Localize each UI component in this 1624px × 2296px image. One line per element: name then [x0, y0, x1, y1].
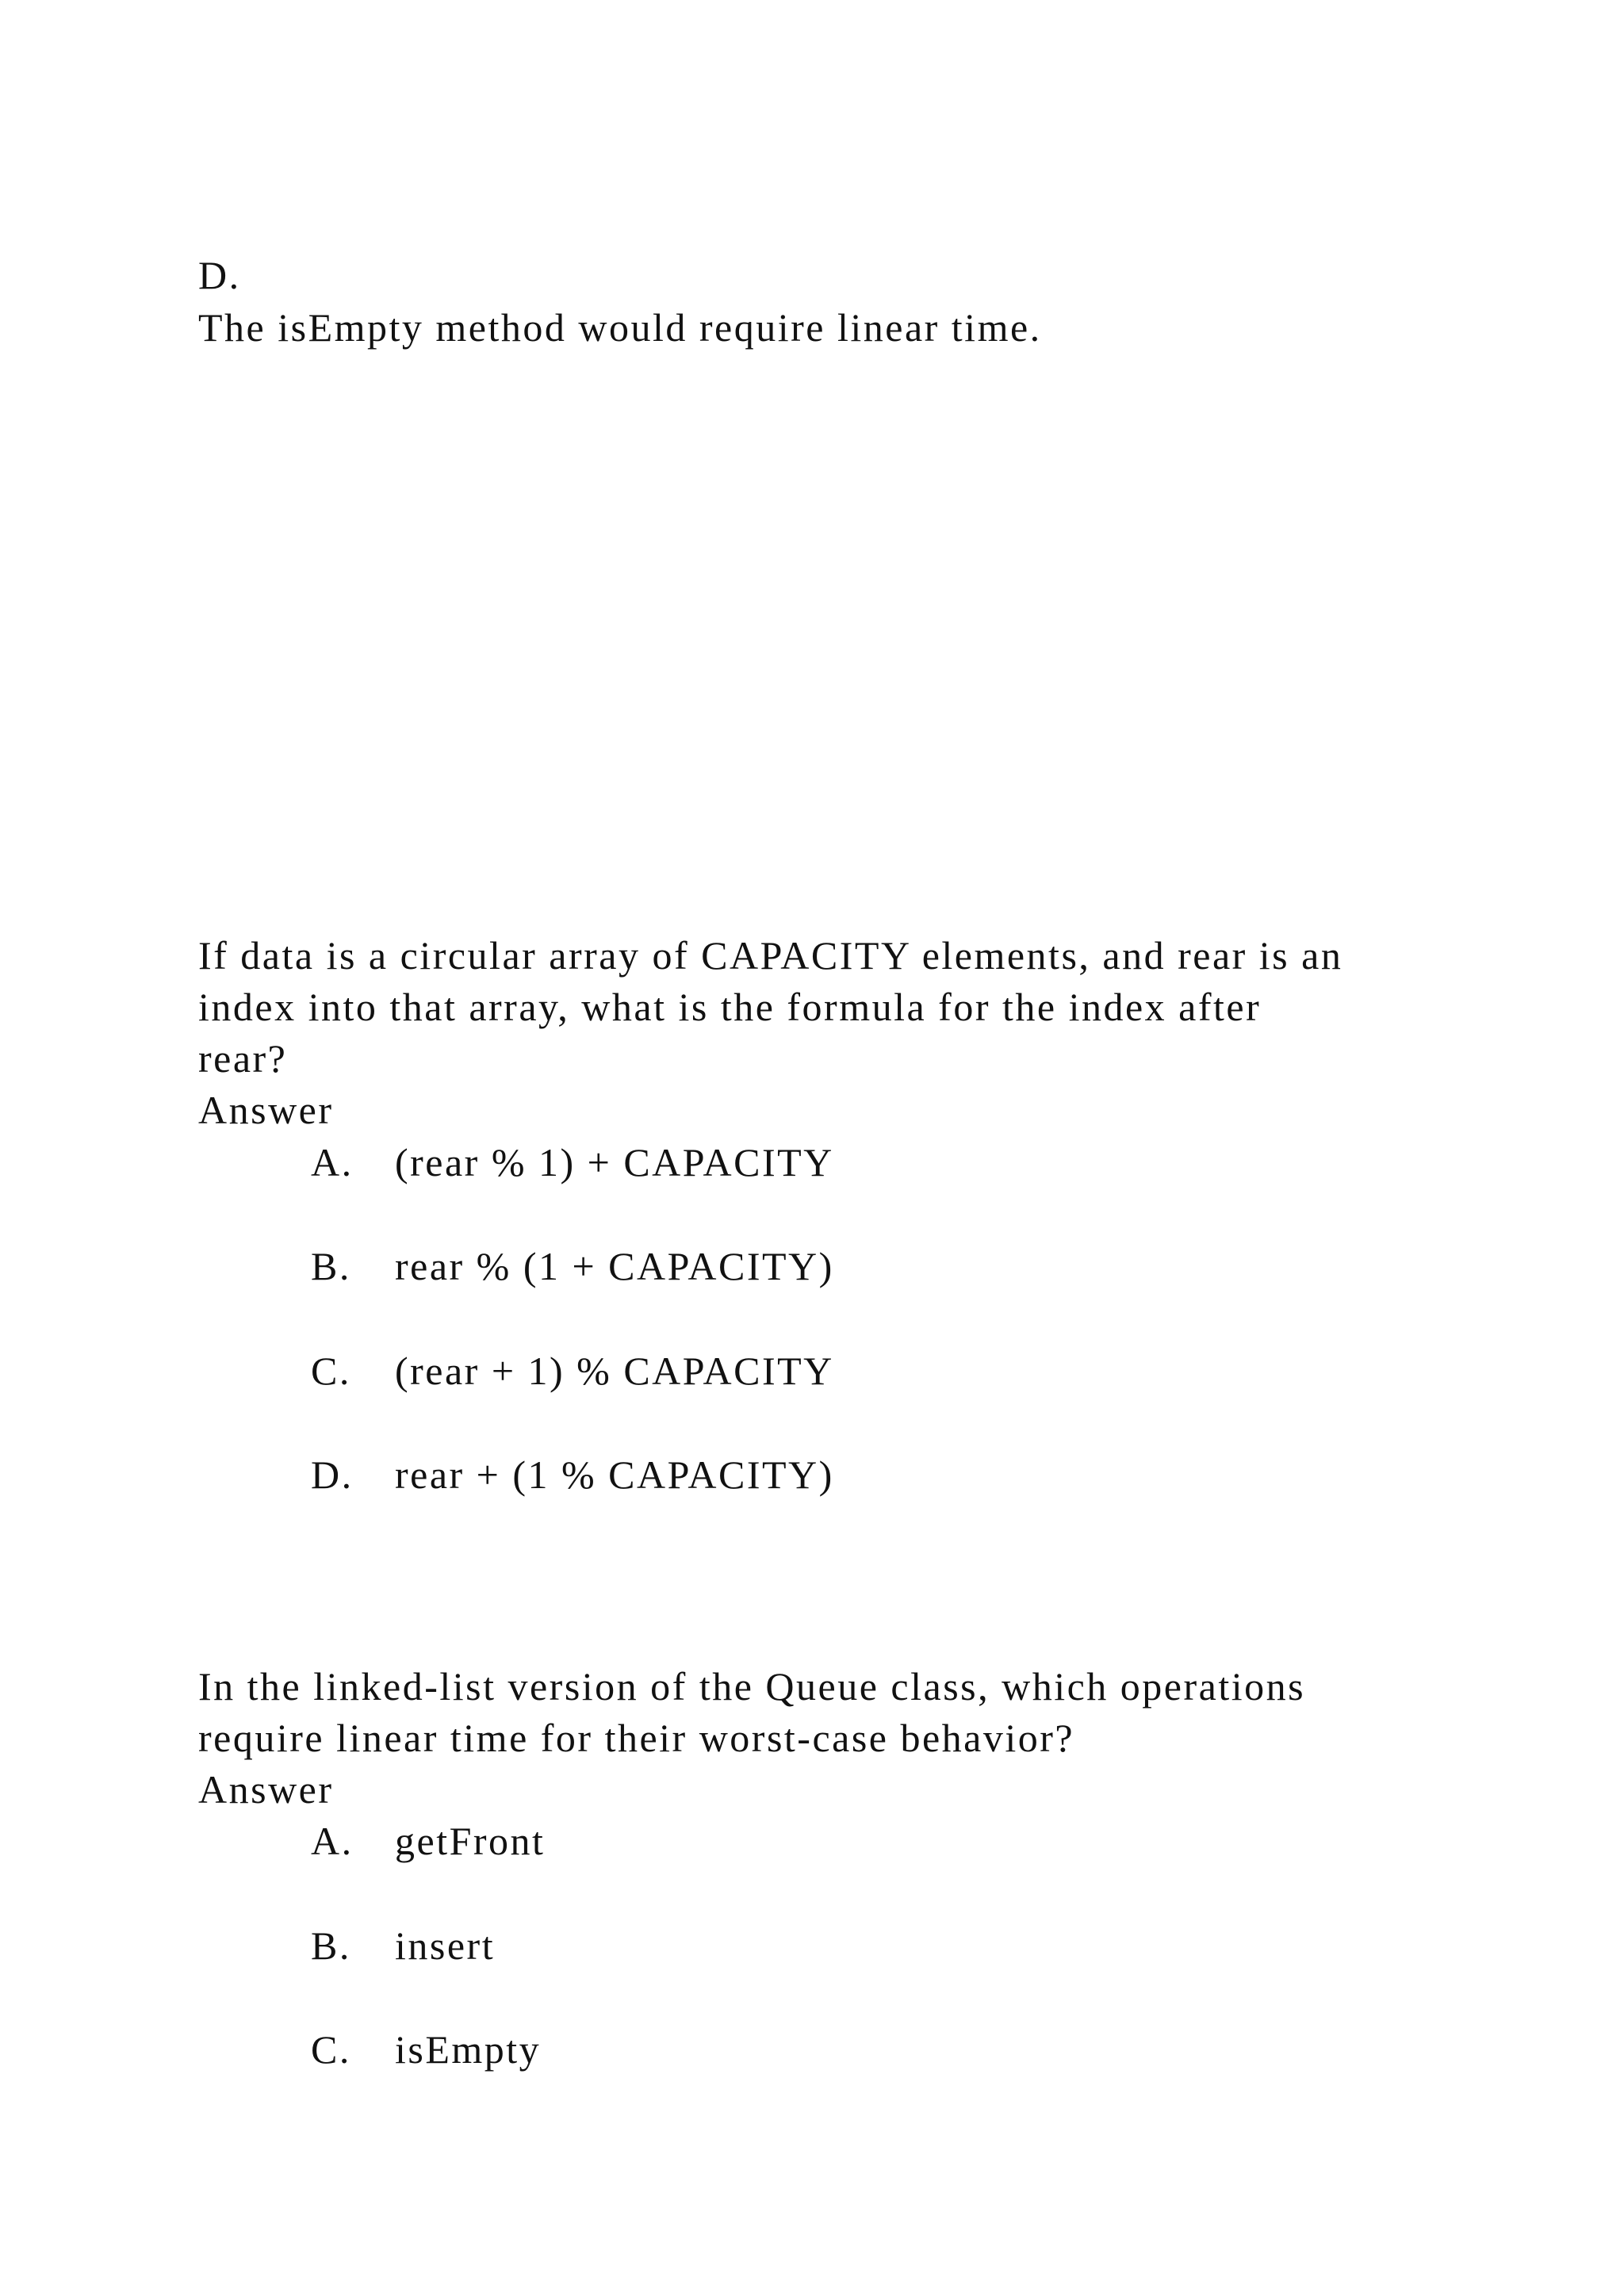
question2-option-c[interactable]: [311, 2027, 542, 2072]
option-text: (rear % 1) + CAPACITY: [395, 1140, 834, 1184]
option-text: rear + (1 % CAPACITY): [395, 1452, 834, 1497]
question2-option-b[interactable]: [311, 1923, 496, 1968]
option-letter: D.: [311, 1452, 354, 1497]
question1-option-b[interactable]: [311, 1246, 834, 1286]
option-text: rear % (1 + CAPACITY): [395, 1244, 834, 1288]
option-letter: B.: [311, 1923, 351, 1968]
option-letter: B.: [311, 1244, 351, 1288]
question1-text-line-2: index into that array, what is the formula for the index after: [198, 985, 1262, 1029]
question2-answer-label: Answer: [198, 1767, 334, 1812]
option-letter: C.: [311, 2027, 351, 2072]
question1-option-a[interactable]: [311, 1142, 834, 1182]
question2-option-a[interactable]: [311, 1821, 545, 1861]
question1-option-d[interactable]: [311, 1452, 834, 1497]
question1-text-line-3: rear?: [198, 1036, 288, 1081]
question1-text-line-1: If data is a circular array of CAPACITY elements, and rear is an: [198, 933, 1343, 978]
prev-option-letter: D.: [198, 253, 241, 297]
option-text: (rear + 1) % CAPACITY: [395, 1349, 834, 1393]
question1-answer-label: Answer: [198, 1088, 334, 1132]
option-letter: A.: [311, 1140, 354, 1184]
question2-text-line-1: In the linked-list version of the Queue class, which operations: [198, 1664, 1306, 1709]
question2-text-line-2: require linear time for their worst-case behavior?: [198, 1716, 1075, 1760]
option-text: getFront: [395, 1819, 546, 1863]
option-text: isEmpty: [395, 2027, 542, 2072]
question1-option-c[interactable]: [311, 1351, 834, 1391]
option-letter: C.: [311, 1349, 351, 1393]
option-letter: A.: [311, 1819, 354, 1863]
prev-option-text: The isEmpty method would require linear time.: [198, 305, 1042, 350]
option-text: insert: [395, 1923, 496, 1968]
